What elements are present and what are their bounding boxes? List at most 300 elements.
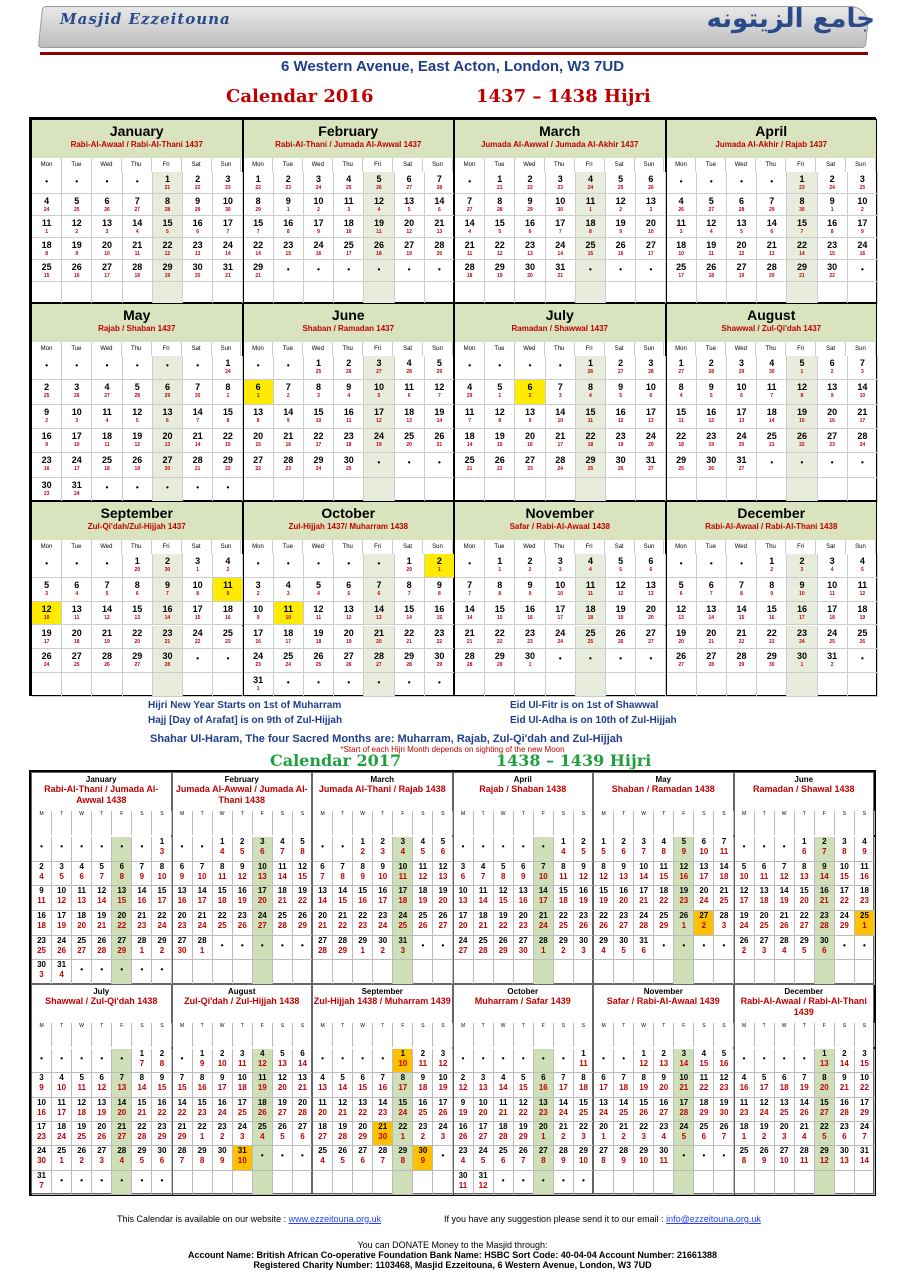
hijri-day: 28 <box>137 1132 147 1141</box>
day-cell <box>757 602 787 626</box>
gregorian-day: 8 <box>497 579 503 590</box>
donation-info <box>0 1240 905 1270</box>
day-cell <box>667 673 697 697</box>
hijri-day: 27 <box>678 662 684 669</box>
gregorian-day: 26 <box>739 935 749 945</box>
hijri-day: 26 <box>587 369 594 375</box>
weekday-label: Sat <box>182 158 212 172</box>
day-cell: • <box>413 936 433 961</box>
gregorian-day: 23 <box>157 1122 167 1131</box>
hijri-day: 10 <box>398 1059 408 1068</box>
gregorian-day: 13 <box>71 603 82 614</box>
gregorian-day: 4 <box>587 174 593 184</box>
day-cell <box>62 649 92 673</box>
day-cell <box>62 429 92 453</box>
day-cell: • <box>654 936 674 961</box>
day-cell: • <box>364 673 394 697</box>
weekday-label: W <box>353 1023 373 1047</box>
gregorian-day: 27 <box>117 935 127 945</box>
day-cell <box>697 260 727 282</box>
day-cell <box>253 837 273 862</box>
day-cell <box>694 886 714 911</box>
hijri-day: 14 <box>194 442 201 448</box>
gregorian-day: 4 <box>678 196 684 206</box>
gregorian-day: 15 <box>217 886 227 896</box>
day-cell <box>757 238 787 260</box>
hijri-day: 26 <box>859 638 866 645</box>
hijri-day: 28 <box>164 662 171 669</box>
gregorian-day: 9 <box>618 382 624 393</box>
hijri-day: 8 <box>199 1156 205 1166</box>
gregorian-day: 29 <box>819 1146 829 1156</box>
gregorian-day: 4 <box>59 1073 64 1083</box>
hijri-day: 17 <box>859 417 866 424</box>
day-cell <box>755 1146 775 1170</box>
day-cell <box>334 649 364 673</box>
day-cell <box>395 238 425 260</box>
email-link[interactable]: info@ezzeitouna.org.uk <box>666 1214 761 1224</box>
gregorian-day: 2 <box>527 556 533 566</box>
gregorian-day: 12 <box>615 196 626 206</box>
day-cell <box>787 578 817 602</box>
hijri-day: 5 <box>59 871 64 881</box>
day-cell <box>62 405 92 429</box>
day-cell <box>364 216 394 238</box>
day-cell <box>183 673 213 697</box>
day-cell <box>757 194 787 216</box>
hijri-day: 25 <box>558 921 568 930</box>
day-cell <box>153 238 183 260</box>
hijri-day: 14 <box>557 251 564 257</box>
day-cell <box>293 960 313 985</box>
day-cell <box>62 282 92 304</box>
day-cell <box>193 911 213 936</box>
day-cell <box>727 578 757 602</box>
month-2016-may <box>31 303 243 501</box>
day-cell <box>697 405 727 429</box>
hijri-day: 9 <box>139 871 145 881</box>
hijri-day: 22 <box>157 1107 167 1117</box>
hijri-day: 29 <box>659 921 669 930</box>
day-cell <box>795 886 815 911</box>
gregorian-day: 21 <box>779 911 789 920</box>
gregorian-day: 26 <box>313 651 324 662</box>
weekday-label: Tue <box>62 158 92 172</box>
gregorian-day: 31 <box>645 455 656 466</box>
day-cell <box>848 194 878 216</box>
gregorian-day: 19 <box>759 1122 769 1131</box>
gregorian-day: 30 <box>839 1146 849 1156</box>
gregorian-day: 18 <box>77 911 87 920</box>
gregorian-day: 14 <box>137 886 147 896</box>
day-cell <box>546 602 576 626</box>
day-cell <box>413 1073 433 1097</box>
day-cell: • <box>92 356 122 380</box>
hijri-month-name: Safar / Rabi-Al-Awaal 1438 <box>509 522 610 531</box>
gregorian-day: 4 <box>701 1049 707 1058</box>
gregorian-day: 27 <box>645 240 656 250</box>
weekday-label: S <box>433 1023 453 1047</box>
day-cell <box>787 602 817 626</box>
hijri-day: 9 <box>360 871 365 881</box>
hijri-day: 4 <box>377 207 381 213</box>
hijri-day: 8 <box>661 847 666 856</box>
day-cell <box>727 478 757 502</box>
day-cell <box>576 194 606 216</box>
day-cell <box>818 578 848 602</box>
hijri-day: 28 <box>819 921 829 930</box>
gregorian-day: 28 <box>132 262 143 272</box>
day-cell <box>92 1122 112 1146</box>
gregorian-day: 22 <box>796 240 807 250</box>
gregorian-day: 1 <box>164 174 170 184</box>
day-cell <box>393 1122 413 1146</box>
hijri-day: 3 <box>75 417 79 424</box>
gregorian-day: 8 <box>406 579 412 590</box>
weekday-label: Thu <box>545 158 575 172</box>
gregorian-day: 28 <box>283 455 294 466</box>
gregorian-day: 11 <box>464 406 475 417</box>
day-cell <box>574 936 594 961</box>
day-cell: • <box>614 1049 634 1073</box>
gregorian-day: 23 <box>41 455 52 466</box>
day-cell <box>152 1122 172 1146</box>
gregorian-day: 12 <box>132 406 143 417</box>
hijri-day: 21 <box>497 185 503 191</box>
gregorian-day: 19 <box>518 1122 528 1131</box>
hijri-day: 12 <box>599 871 608 881</box>
hijri-day: 3 <box>347 207 351 213</box>
hijri-day: 20 <box>799 896 809 906</box>
day-cell: • <box>395 260 425 282</box>
hijri-day: 16 <box>315 251 322 257</box>
weekday-label: Tue <box>696 540 726 554</box>
day-cell: • <box>213 936 233 961</box>
day-cell <box>52 862 72 887</box>
day-cell: • <box>636 260 666 282</box>
gregorian-day: 14 <box>555 406 566 417</box>
hijri-day: 23 <box>527 638 533 645</box>
hijri-day: 18 <box>37 921 46 930</box>
gregorian-day: 29 <box>222 455 233 466</box>
day-cell <box>153 282 183 304</box>
gregorian-day: 16 <box>706 406 717 417</box>
gregorian-day: 7 <box>340 861 345 871</box>
day-cell <box>674 911 694 936</box>
gregorian-day: 12 <box>679 861 689 871</box>
day-cell <box>304 602 334 626</box>
gregorian-day: 4 <box>260 1049 265 1058</box>
gregorian-day: 21 <box>619 1122 629 1131</box>
gregorian-day: 30 <box>796 651 807 662</box>
hijri-day: 28 <box>338 1132 348 1141</box>
hijri-day: 15 <box>860 1059 869 1068</box>
day-cell: • <box>474 1049 494 1073</box>
day-cell: • <box>253 1146 273 1170</box>
day-cell: • <box>313 1049 333 1073</box>
hijri-day: 13 <box>134 614 141 621</box>
hijri-day: 12 <box>97 1083 107 1093</box>
day-cell: • <box>455 356 485 380</box>
gregorian-day: 20 <box>779 1122 789 1131</box>
weekday-label: S <box>714 811 734 835</box>
hijri-day: 11 <box>418 1059 428 1068</box>
gregorian-day: 22 <box>494 627 505 638</box>
day-cell <box>364 356 394 380</box>
day-cell <box>855 862 875 887</box>
gregorian-day: 5 <box>376 174 382 184</box>
hijri-day: 27 <box>478 1132 488 1141</box>
day-cell <box>413 886 433 911</box>
hijri-month-name: Ramadan / Shawal 1438 <box>752 784 855 794</box>
hijri-day: 27 <box>458 945 468 955</box>
day-cell <box>425 649 455 673</box>
hijri-day: 23 <box>137 921 147 930</box>
weekday-label: Wed <box>515 342 545 356</box>
hijri-day: 7 <box>721 1132 727 1141</box>
day-cell <box>92 1146 112 1170</box>
gregorian-day: 2 <box>621 837 626 846</box>
day-cell <box>413 1122 433 1146</box>
hijri-month-name: Jumada Al-Thani / Rajab 1438 <box>318 784 446 794</box>
day-cell <box>614 911 634 936</box>
hijri-day: 29 <box>738 369 745 375</box>
day-cell <box>606 405 636 429</box>
day-cell <box>244 194 274 216</box>
gregorian-day: 13 <box>599 1097 608 1107</box>
day-cell <box>193 1171 213 1195</box>
hijri-day: 24 <box>557 638 564 645</box>
hijri-day: 26 <box>97 1132 107 1141</box>
gregorian-day: 2 <box>219 1049 225 1058</box>
month-header <box>313 985 452 1021</box>
website-link[interactable]: www.ezzeitouna.org.uk <box>288 1214 382 1224</box>
gregorian-day: 8 <box>802 861 807 871</box>
gregorian-day: 18 <box>277 886 287 896</box>
gregorian-day: 19 <box>373 218 384 228</box>
hijri-day: 11 <box>238 1059 247 1068</box>
hijri-day: 23 <box>43 490 50 497</box>
hijri-day: 1 <box>601 1132 606 1141</box>
day-cell <box>333 1122 353 1146</box>
hijri-day: 12 <box>345 614 352 621</box>
day-cell <box>534 960 554 985</box>
hijri-day: 11 <box>104 442 110 448</box>
hijri-day: 5 <box>407 207 411 213</box>
day-cell <box>32 578 62 602</box>
hijri-day: 5 <box>498 229 502 235</box>
day-cell <box>123 673 153 697</box>
day-cell <box>274 172 304 194</box>
note-hijri-new-year: Hijri New Year Starts on 1st of Muharram <box>148 700 342 711</box>
day-cell <box>514 1146 534 1170</box>
weekday-label: S <box>835 1023 855 1047</box>
weekday-label: Sun <box>846 342 876 356</box>
gregorian-day: 9 <box>420 1073 426 1083</box>
hijri-day: 23 <box>255 662 261 669</box>
day-cell <box>514 911 534 936</box>
day-cell <box>92 649 122 673</box>
gregorian-day: 23 <box>343 431 354 441</box>
month-2017-january <box>31 772 172 984</box>
gregorian-day: 16 <box>579 886 588 896</box>
month-header <box>313 773 452 809</box>
day-cell <box>62 478 92 502</box>
day-cell <box>334 282 364 304</box>
gregorian-day: 16 <box>418 1097 428 1107</box>
day-cell <box>334 356 364 380</box>
gregorian-day: 16 <box>839 1097 849 1107</box>
weekday-label: Mon <box>667 540 697 554</box>
day-cell: • <box>92 172 122 194</box>
day-cell: • <box>92 1171 112 1195</box>
day-cell <box>173 1122 193 1146</box>
day-cell <box>667 380 697 404</box>
hijri-day: 26 <box>237 921 247 930</box>
hijri-day: 25 <box>829 638 835 645</box>
day-cell <box>425 194 455 216</box>
hijri-day: 1 <box>800 662 804 669</box>
hijri-day: 8 <box>256 417 260 424</box>
hijri-day: 8 <box>589 229 592 235</box>
gregorian-day: 5 <box>708 196 714 206</box>
weekday-label: W <box>494 1023 514 1047</box>
day-cell <box>634 1049 654 1073</box>
gregorian-day: 16 <box>283 218 294 228</box>
hijri-day: 22 <box>829 273 835 279</box>
month-2017-may <box>593 772 734 984</box>
day-cell <box>636 453 666 477</box>
hijri-day: 3 <box>581 1132 586 1141</box>
day-cell <box>183 172 213 194</box>
day-cell <box>514 936 534 961</box>
hijri-day: 24 <box>538 921 548 930</box>
day-cell <box>634 911 654 936</box>
hijri-day: 19 <box>599 896 608 906</box>
day-cell <box>92 626 122 650</box>
hijri-day: 14 <box>225 251 231 257</box>
day-cell <box>454 886 474 911</box>
day-cell <box>474 1122 494 1146</box>
day-cell <box>454 1146 474 1170</box>
day-cell <box>787 356 817 380</box>
gregorian-day: 18 <box>766 406 777 417</box>
hijri-day: 1 <box>741 1132 747 1141</box>
day-cell <box>244 429 274 453</box>
gregorian-day: 5 <box>521 1073 526 1083</box>
hijri-day: 25 <box>43 393 50 400</box>
hijri-day: 2 <box>159 945 165 955</box>
month-2017-june <box>734 772 875 984</box>
weekday-label: Mon <box>667 158 697 172</box>
day-cell <box>727 216 757 238</box>
day-cell <box>606 626 636 650</box>
day-cell <box>714 911 734 936</box>
gregorian-day: 12 <box>518 1097 528 1107</box>
weekday-label: S <box>152 811 172 835</box>
day-cell: • <box>515 356 545 380</box>
day-cell: • <box>727 554 757 578</box>
gregorian-day: 28 <box>538 935 548 945</box>
day-cell <box>313 886 333 911</box>
gregorian-day: 20 <box>71 627 82 638</box>
day-cell <box>534 1122 554 1146</box>
month-name: July <box>93 987 110 996</box>
hijri-day: 24 <box>225 369 231 375</box>
day-cell <box>714 886 734 911</box>
gregorian-day: 13 <box>177 886 187 896</box>
day-cell <box>515 260 545 282</box>
day-cell <box>576 429 606 453</box>
hijri-day: 6 <box>641 945 646 955</box>
hijri-day: 14 <box>819 871 829 881</box>
gregorian-day: 16 <box>615 406 626 417</box>
gregorian-day: 23 <box>434 627 445 638</box>
day-cell <box>636 478 666 502</box>
hijri-day: 6 <box>460 871 466 881</box>
day-cell <box>787 380 817 404</box>
day-cell <box>757 260 787 282</box>
hijri-day: 11 <box>559 871 568 881</box>
day-cell <box>654 837 674 862</box>
day-cell: • <box>433 936 453 961</box>
gregorian-day: 10 <box>57 886 67 896</box>
hijri-day: 22 <box>358 1107 368 1117</box>
gregorian-day: 18 <box>257 1097 267 1107</box>
gregorian-day: 17 <box>253 627 264 638</box>
gregorian-day: 19 <box>132 431 143 441</box>
hijri-day: 28 <box>708 369 715 375</box>
hijri-day: 14 <box>277 871 287 881</box>
hijri-day: 13 <box>619 871 629 881</box>
month-name: September <box>361 987 403 996</box>
day-cell: • <box>775 1049 795 1073</box>
weekday-label: Fri <box>152 342 182 356</box>
day-cell <box>455 380 485 404</box>
day-cell <box>72 1073 92 1097</box>
weekday-label: Sat <box>605 342 635 356</box>
gregorian-day: 7 <box>467 579 473 590</box>
hijri-day: 24 <box>587 185 594 191</box>
day-cell <box>183 429 213 453</box>
day-cell <box>253 1171 273 1195</box>
gregorian-day: 16 <box>237 886 247 896</box>
hijri-2017-title: 1438 – 1439 Hijri <box>496 751 652 770</box>
hijri-day: 4 <box>661 1132 666 1141</box>
day-cell <box>373 936 393 961</box>
day-cell <box>132 1073 152 1097</box>
gregorian-day: 25 <box>498 1146 508 1156</box>
gregorian-day: 7 <box>195 382 201 393</box>
hijri-day: 21 <box>164 638 171 645</box>
gregorian-day: 1 <box>497 174 503 184</box>
gregorian-day: 18 <box>857 603 868 614</box>
hijri-day: 25 <box>74 662 80 669</box>
gregorian-day: 26 <box>676 651 687 662</box>
day-cell <box>755 862 775 887</box>
gregorian-day: 8 <box>255 196 261 206</box>
hijri-day: 12 <box>164 251 171 257</box>
weekday-label: F <box>674 811 694 835</box>
day-cell <box>183 260 213 282</box>
month-name: July <box>545 307 574 323</box>
hijri-month-name: Zul-Qi'dah / Zul-Hijjah 1438 <box>184 996 300 1006</box>
weekday-header <box>667 342 877 356</box>
day-cell <box>213 602 243 626</box>
hijri-day: 7 <box>480 871 486 881</box>
day-cell <box>546 238 576 260</box>
gregorian-day: 20 <box>102 240 113 250</box>
